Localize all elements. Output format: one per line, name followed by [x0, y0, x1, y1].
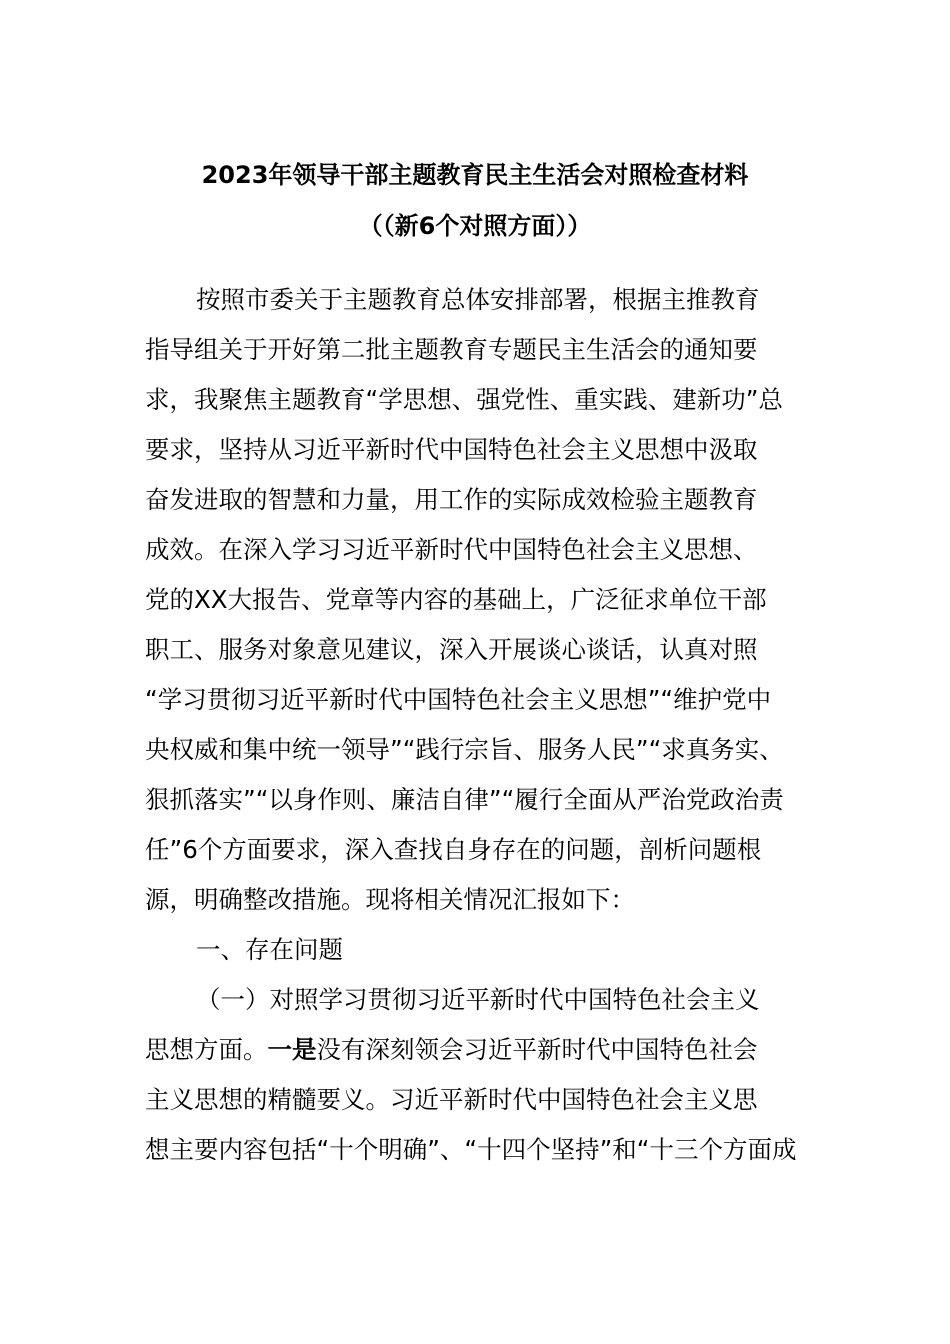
subsection-heading: （一）对照学习贯彻习近平新时代中国特色社会主义 — [196, 985, 760, 1014]
section-heading: 一、存在问题 — [196, 935, 343, 964]
text-run: 思想方面。 — [145, 1035, 268, 1064]
document-title: 2023年领导干部主题教育民主生活会对照检查材料 — [201, 161, 749, 189]
paragraph-line: 成效。在深入学习习近平新时代中国特色社会主义思想、 — [145, 535, 758, 564]
paragraph-line: 要求，坚持从习近平新时代中国特色社会主义思想中汲取 — [145, 435, 758, 464]
paragraph-line: 党的XX大报告、党章等内容的基础上，广泛征求单位干部 — [145, 585, 767, 614]
paragraph-line: “学习贯彻习近平新时代中国特色社会主义思想”“维护党中 — [145, 685, 772, 714]
paragraph-line — [145, 1035, 758, 1065]
bold-text-run: 一是 — [267, 1035, 317, 1064]
paragraph-line: 奋发进取的智慧和力量，用工作的实际成效检验主题教育 — [145, 485, 758, 514]
paragraph-line: 主义思想的精髓要义。习近平新时代中国特色社会主义思 — [145, 1085, 758, 1114]
paragraph-line: 指导组关于开好第二批主题教育专题民主生活会的通知要 — [145, 335, 758, 364]
paragraph-line: 狠抓落实”“以身作则、廉洁自律”“履行全面从严治党政治责 — [145, 785, 784, 814]
paragraph-line: 职工、服务对象意见建议，深入开展谈心谈话，认真对照 — [145, 635, 758, 664]
paragraph-line: 想主要内容包括“十个明确”、“十四个坚持”和“十三个方面成 — [145, 1135, 797, 1164]
paragraph-line: 央权威和集中统一领导”“践行宗旨、服务人民”“求真务实、 — [145, 735, 784, 764]
text-run: 没有深刻领会习近平新时代中国特色社会 — [316, 1035, 758, 1064]
paragraph-line: 任”6个方面要求，深入查找自身存在的问题，剖析问题根 — [145, 835, 762, 864]
paragraph-line: 源，明确整改措施。现将相关情况汇报如下： — [145, 885, 635, 914]
paragraph-line: 求，我聚焦主题教育“学思想、强党性、重实践、建新功”总 — [145, 385, 783, 414]
document-subtitle: （（新6个对照方面）） — [358, 212, 592, 240]
paragraph-line: 按照市委关于主题教育总体安排部署，根据主推教育 — [196, 285, 760, 314]
